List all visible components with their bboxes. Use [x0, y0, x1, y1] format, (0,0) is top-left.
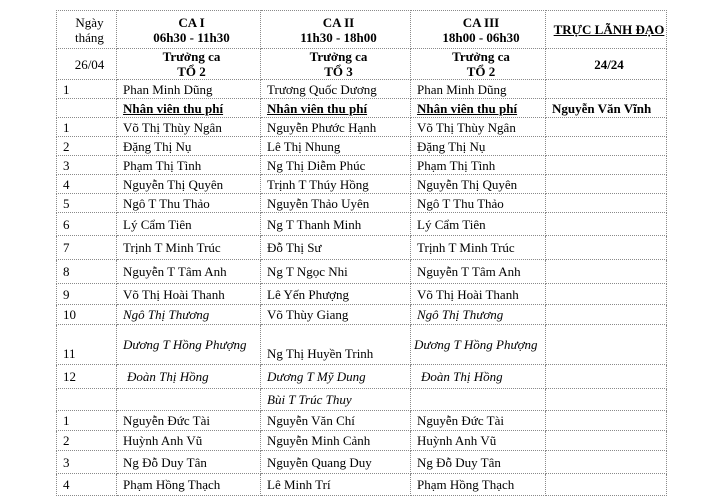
row-number: 3 — [57, 451, 117, 474]
shift3-lead-label: Trưởng ca — [452, 49, 510, 64]
table-row — [57, 194, 667, 213]
shift2-cell: Ng Thị Huyền Trinh — [261, 325, 411, 365]
shift1-cell: Ngô Thị Thương — [117, 305, 261, 325]
leader-cell — [546, 156, 667, 175]
leader-cell — [546, 194, 667, 213]
table-row — [57, 451, 667, 474]
shift3-time: 18h00 - 06h30 — [442, 29, 520, 45]
table-row — [57, 260, 667, 284]
leader-cell — [546, 213, 667, 236]
shift2-cell: Nguyễn Văn Chí — [261, 411, 411, 431]
leader-cell — [546, 118, 667, 137]
shift3-cell: Đoàn Thị Hồng — [411, 365, 546, 389]
shift3-cell: Lý Cẩm Tiên — [411, 213, 546, 236]
shift3-cell: Nguyễn Thị Quyên — [411, 175, 546, 194]
shift3-cell: Huỳnh Anh Vũ — [411, 431, 546, 451]
shift1-cell: Dương T Hồng Phượng — [117, 325, 261, 365]
shift2-cell: Lê Thị Nhung — [261, 137, 411, 156]
leader-header — [546, 11, 667, 49]
leader-empty — [546, 80, 667, 99]
row-number: 4 — [57, 175, 117, 194]
table-row — [57, 325, 667, 365]
table-row — [57, 213, 667, 236]
shift1-cell: Ng Đỗ Duy Tân — [117, 451, 261, 474]
shift1-cell: Võ Thị Thùy Ngân — [117, 118, 261, 137]
date-cell: 26/04 — [57, 49, 117, 80]
shift3-team — [411, 49, 546, 80]
table-row — [57, 411, 667, 431]
shift3-cell: Ng Đỗ Duy Tân — [411, 451, 546, 474]
row-number: 2 — [57, 137, 117, 156]
leader-cell — [546, 137, 667, 156]
table-row — [57, 389, 667, 411]
shift1-team-name: TỔ 2 — [177, 64, 206, 79]
shift3-cell: Phạm Thị Tình — [411, 156, 546, 175]
row-number: 2 — [57, 431, 117, 451]
shift2-cell: Nguyễn Thảo Uyên — [261, 194, 411, 213]
shift2-cell: Nguyễn Quang Duy — [261, 451, 411, 474]
duty-roster-table — [56, 10, 667, 496]
row-number: 1 — [57, 411, 117, 431]
row-number: 9 — [57, 284, 117, 305]
shift3-cell: Phạm Hồng Thạch — [411, 474, 546, 496]
row-number: 6 — [57, 213, 117, 236]
row-number: 5 — [57, 194, 117, 213]
shift1-name: CA I — [178, 14, 205, 30]
table-row — [57, 137, 667, 156]
shift1-staff-label: Nhân viên thu phí — [117, 99, 261, 118]
day-header: Ngày tháng — [57, 11, 117, 49]
shift3-header — [411, 11, 546, 49]
shift3-team-name: TỔ 2 — [466, 64, 496, 79]
shift2-cell: Ng T Thanh Minh — [261, 213, 411, 236]
table-row — [57, 175, 667, 194]
shift1-time: 06h30 - 11h30 — [153, 29, 230, 45]
shift3-cell: Dương T Hồng Phượng — [411, 325, 546, 365]
row-number: 3 — [57, 156, 117, 175]
shift2-cell: Đỗ Thị Sư — [261, 236, 411, 260]
shift1-cell: Lý Cẩm Tiên — [117, 213, 261, 236]
shift2-time: 11h30 - 18h00 — [300, 29, 377, 45]
leader-cell — [546, 236, 667, 260]
leader-cell — [546, 411, 667, 431]
row-number: 1 — [57, 118, 117, 137]
table-row — [57, 474, 667, 496]
shift2-cell: Nguyễn Minh Cảnh — [261, 431, 411, 451]
shift1-cell: Phạm Hồng Thạch — [117, 474, 261, 496]
staff-header-row — [57, 99, 667, 118]
shift3-lead: Phan Minh Dũng — [411, 80, 546, 99]
row-number: 4 — [57, 474, 117, 496]
table-row — [57, 236, 667, 260]
header-row — [57, 11, 667, 49]
shift2-header — [261, 11, 411, 49]
shift2-lead-label: Trưởng ca — [309, 49, 368, 64]
shift1-team — [117, 49, 261, 80]
shift2-cell: Lê Yến Phượng — [261, 284, 411, 305]
shift2-staff-label: Nhân viên thu phí — [261, 99, 411, 118]
leader-cell — [546, 325, 667, 365]
shift2-cell: Bùi T Trúc Thuy — [261, 389, 411, 411]
shift3-cell: Trịnh T Minh Trúc — [411, 236, 546, 260]
shift1-cell — [117, 389, 261, 411]
shift3-cell: Đặng Thị Nụ — [411, 137, 546, 156]
leader-cell — [546, 305, 667, 325]
date-row — [57, 49, 667, 80]
leader-cell — [546, 365, 667, 389]
shift2-team-name: TỔ 3 — [324, 64, 353, 79]
shift1-cell: Ngô T Thu Thảo — [117, 194, 261, 213]
shift2-cell: Dương T Mỹ Dung — [261, 365, 411, 389]
shift3-cell: Ngô Thị Thương — [411, 305, 546, 325]
leader-cell — [546, 260, 667, 284]
shift1-cell: Nguyễn T Tâm Anh — [117, 260, 261, 284]
leader-name: Nguyễn Văn Vĩnh — [546, 99, 667, 118]
leader-cell — [546, 175, 667, 194]
shift1-cell: Huỳnh Anh Vũ — [117, 431, 261, 451]
shift3-cell: Võ Thị Thùy Ngân — [411, 118, 546, 137]
shift3-cell: Ngô T Thu Thảo — [411, 194, 546, 213]
shift2-cell: Ng Thị Diễm Phúc — [261, 156, 411, 175]
row-number: 7 — [57, 236, 117, 260]
shift1-lead: Phan Minh Dũng — [117, 80, 261, 99]
row-number: 1 — [57, 80, 117, 99]
table-row — [57, 305, 667, 325]
leader-cell — [546, 474, 667, 496]
row-number-empty — [57, 99, 117, 118]
shift2-cell: Võ Thùy Giang — [261, 305, 411, 325]
shift3-cell: Nguyễn T Tâm Anh — [411, 260, 546, 284]
shift-lead-row — [57, 80, 667, 99]
row-number-empty — [57, 389, 117, 411]
table-row — [57, 284, 667, 305]
shift1-header — [117, 11, 261, 49]
shift1-cell: Đoàn Thị Hồng — [117, 365, 261, 389]
shift2-name: CA II — [322, 14, 355, 30]
shift2-team — [261, 49, 411, 80]
table-row — [57, 156, 667, 175]
shift3-staff-label: Nhân viên thu phí — [411, 99, 546, 118]
leader-header-label: TRỰC LÃNH ĐẠO — [553, 22, 665, 37]
shift1-cell: Phạm Thị Tình — [117, 156, 261, 175]
shift2-cell: Nguyễn Phước Hạnh — [261, 118, 411, 137]
shift3-cell: Võ Thị Hoài Thanh — [411, 284, 546, 305]
row-number: 10 — [57, 305, 117, 325]
leader-cell — [546, 284, 667, 305]
shift1-cell: Võ Thị Hoài Thanh — [117, 284, 261, 305]
shift3-cell — [411, 389, 546, 411]
shift3-name: CA III — [462, 14, 500, 30]
shift3-cell: Nguyễn Đức Tài — [411, 411, 546, 431]
leader-cell — [546, 389, 667, 411]
row-number: 11 — [57, 325, 117, 365]
shift1-cell: Nguyễn Đức Tài — [117, 411, 261, 431]
shift2-lead: Trương Quốc Dương — [261, 80, 411, 99]
shift1-cell: Nguyễn Thị Quyên — [117, 175, 261, 194]
shift2-cell: Trịnh T Thúy Hồng — [261, 175, 411, 194]
shift1-cell: Đặng Thị Nụ — [117, 137, 261, 156]
row-number: 8 — [57, 260, 117, 284]
shift2-cell: Lê Minh Trí — [261, 474, 411, 496]
table-row — [57, 431, 667, 451]
leader-cell — [546, 431, 667, 451]
table-row — [57, 365, 667, 389]
row-number: 12 — [57, 365, 117, 389]
shift1-cell: Trịnh T Minh Trúc — [117, 236, 261, 260]
shift1-lead-label: Trưởng ca — [162, 49, 221, 64]
table-row — [57, 118, 667, 137]
leader-value: 24/24 — [546, 49, 667, 80]
leader-cell — [546, 451, 667, 474]
shift2-cell: Ng T Ngọc Nhi — [261, 260, 411, 284]
